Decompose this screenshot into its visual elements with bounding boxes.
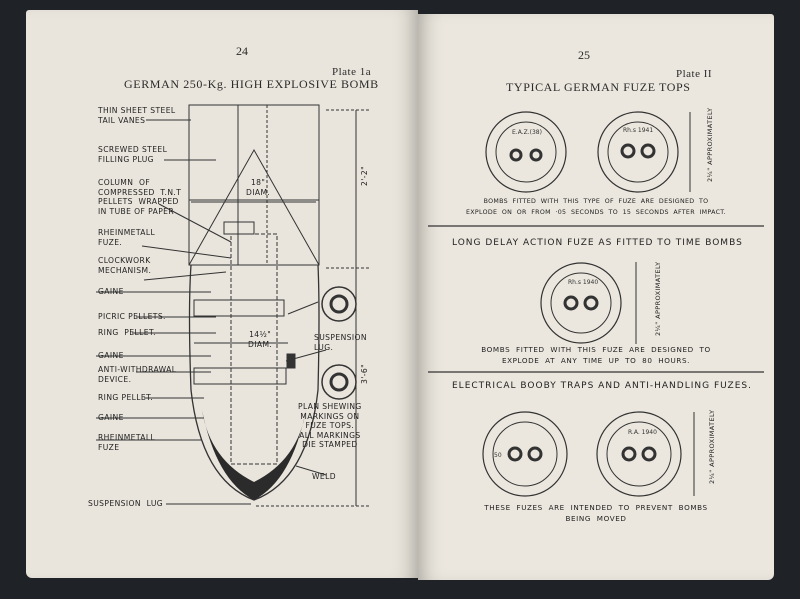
approx-dimension-1: 2¼" APPROXIMATELY [706, 107, 714, 182]
label-suspension-lug-bottom: SUSPENSION LUG [88, 499, 164, 508]
label-tail-vanes: THIN SHEET STEEL TAIL VANES [98, 106, 176, 125]
section-booby-traps: ELECTRICAL BOOBY TRAPS AND ANTI-HANDLING FUZES. [452, 381, 752, 391]
section-long-delay: LONG DELAY ACTION FUZE AS FITTED TO TIME BOMBS [452, 238, 743, 248]
page-number: 25 [578, 48, 590, 62]
fuze-tops-figure [418, 14, 774, 580]
svg-text:Rh.s 1940: Rh.s 1940 [568, 279, 599, 286]
svg-text:Rh.s 1941: Rh.s 1941 [623, 127, 654, 134]
label-gaine-2: GAINE [98, 351, 124, 360]
caption-impact-fuze: BOMBS FITTED WITH THIS TYPE OF FUZE ARE DESIGNED TO EXPLODE ON OR FROM ·05 SECONDS TO 15 SECONDS AFTER IMPACT. [466, 198, 726, 216]
label-weld: WELD [312, 472, 336, 481]
caption-booby-traps: THESE FUZES ARE INTENDED TO PREVENT BOMBS BEING MOVED [484, 503, 708, 523]
svg-text:50: 50 [494, 452, 502, 459]
label-plan-markings: PLAN SHEWING MARKINGS ON FUZE TOPS. ALL MARKINGS DIE STAMPED [298, 402, 362, 450]
label-filling-plug: SCREWED STEEL FILLING PLUG [98, 145, 168, 164]
left-page [26, 10, 418, 578]
label-ring-pellet-2: RING PELLET. [98, 393, 154, 402]
caption-long-delay: BOMBS FITTED WITH THIS FUZE ARE DESIGNED TO EXPLODE AT ANY TIME UP TO 80 HOURS. [481, 345, 711, 365]
label-picric-pellets: PICRIC PELLETS. [98, 312, 166, 321]
label-gaine-1: GAINE [98, 287, 124, 296]
plate-title: GERMAN 250-Kg. HIGH EXPLOSIVE BOMB [124, 77, 379, 91]
approx-dimension-2: 2¼" APPROXIMATELY [654, 261, 662, 336]
dim-tail-length: 2'-2" [360, 166, 369, 186]
dim-tail-diameter: 18" DIAM. [246, 178, 271, 197]
plate-title: TYPICAL GERMAN FUZE TOPS [506, 80, 691, 94]
label-clockwork: CLOCKWORK MECHANISM. [98, 256, 152, 275]
plate-label: Plate 1a [332, 66, 372, 78]
label-rheinmetall-fuze-bottom: RHEINMETALL FUZE [98, 433, 156, 452]
label-suspension-lug: SUSPENSION LUG. [314, 333, 367, 352]
label-anti-withdrawal: ANTI-WITHDRAWAL DEVICE. [98, 365, 177, 384]
bomb-diagram [26, 10, 418, 578]
plate-label: Plate II [676, 68, 713, 80]
page-number: 24 [236, 44, 248, 58]
svg-text:R.A. 1940: R.A. 1940 [628, 429, 657, 436]
approx-dimension-3: 2¼" APPROXIMATELY [708, 409, 716, 484]
right-page [418, 14, 774, 580]
label-ring-pellet-1: RING PELLET. [98, 328, 156, 337]
svg-text:E.A.Z.(38): E.A.Z.(38) [512, 129, 542, 136]
label-rheinmetall-fuze-top: RHEINMETALL FUZE. [98, 228, 156, 247]
label-gaine-3: GAINE [98, 413, 124, 422]
dim-body-length: 3'-6" [360, 364, 369, 384]
dim-body-diameter: 14½" DIAM. [248, 330, 273, 349]
label-tnt-column: COLUMN OF COMPRESSED T.N.T PELLETS WRAPPED IN TUBE OF PAPER [98, 178, 182, 216]
